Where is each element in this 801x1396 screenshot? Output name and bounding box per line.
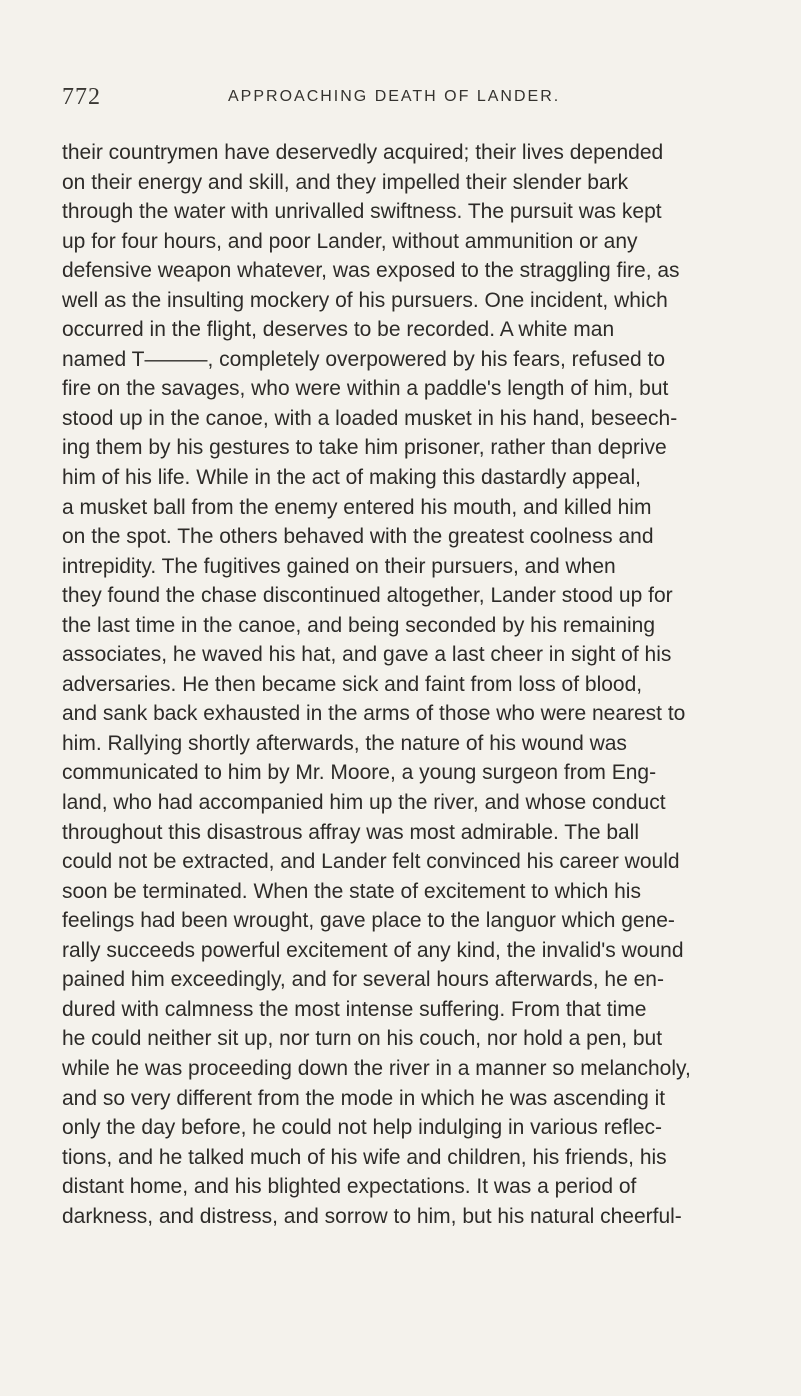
text-line: communicated to him by Mr. Moore, a young surgeon from Eng- [62, 761, 657, 785]
text-line: throughout this disastrous affray was most admirable. The ball [62, 820, 640, 844]
text-line: him of his life. While in the act of making this dastardly appeal, [62, 466, 641, 490]
text-line: fire on the savages, who were within a paddle's length of him, but [62, 377, 669, 401]
text-line: land, who had accompanied him up the river, and whose conduct [62, 791, 666, 815]
text-line: and sank back exhausted in the arms of those who were nearest to [62, 702, 686, 726]
text-line: named T———, completely overpowered by his fears, refused to [62, 347, 666, 371]
text-line: dured with calmness the most intense suffering. From that time [62, 997, 647, 1021]
text-line: intrepidity. The fugitives gained on their pursuers, and when [62, 554, 616, 578]
text-line: well as the insulting mockery of his pursuers. One incident, which [62, 288, 668, 312]
text-line: stood up in the canoe, with a loaded musket in his hand, beseech- [62, 406, 678, 430]
text-line: through the water with unrivalled swiftness. The pursuit was kept [62, 200, 662, 224]
text-line: a musket ball from the enemy entered his mouth, and killed him [62, 495, 652, 519]
text-line: on the spot. The others behaved with the greatest coolness and [62, 525, 654, 549]
running-head [62, 84, 762, 110]
text-line: darkness, and distress, and sorrow to him, but his natural cheerful- [62, 1204, 682, 1228]
text-line: could not be extracted, and Lander felt convinced his career would [62, 850, 680, 874]
text-line: the last time in the canoe, and being seconded by his remaining [62, 613, 656, 637]
text-line: on their energy and skill, and they impelled their slender bark [62, 170, 629, 194]
text-line: distant home, and his blighted expectations. It was a period of [62, 1175, 637, 1199]
text-line: ing them by his gestures to take him prisoner, rather than deprive [62, 436, 667, 460]
body-text [62, 138, 782, 1231]
text-line: him. Rallying shortly afterwards, the nature of his wound was [62, 731, 627, 755]
text-line: only the day before, he could not help indulging in various reflec- [62, 1116, 663, 1140]
text-line: while he was proceeding down the river in a manner so melancholy, [62, 1056, 691, 1080]
text-line: their countrymen have deservedly acquired; their lives depended [62, 141, 664, 164]
page-number: 772 [62, 84, 101, 110]
text-line: feelings had been wrought, gave place to the languor which gene- [62, 909, 675, 933]
text-line: he could neither sit up, nor turn on his couch, nor hold a pen, but [62, 1027, 663, 1051]
text-line: soon be terminated. When the state of excitement to which his [62, 879, 641, 903]
text-line: up for four hours, and poor Lander, without ammunition or any [62, 229, 638, 253]
text-line: defensive weapon whatever, was exposed to the straggling fire, as [62, 259, 680, 283]
text-line: and so very different from the mode in which he was ascending it [62, 1086, 666, 1110]
text-line: adversaries. He then became sick and faint from loss of blood, [62, 672, 643, 696]
text-line: they found the chase discontinued altogether, Lander stood up for [62, 584, 673, 608]
text-line: occurred in the flight, deserves to be recorded. A white man [62, 318, 615, 342]
text-line: associates, he waved his hat, and gave a last cheer in sight of his [62, 643, 672, 667]
running-title: APPROACHING DEATH OF LANDER. [228, 88, 561, 105]
text-line: rally succeeds powerful excitement of any kind, the invalid's wound [62, 938, 684, 962]
text-line: tions, and he talked much of his wife and children, his friends, his [62, 1145, 667, 1169]
text-line: pained him exceedingly, and for several hours afterwards, he en- [62, 968, 664, 992]
